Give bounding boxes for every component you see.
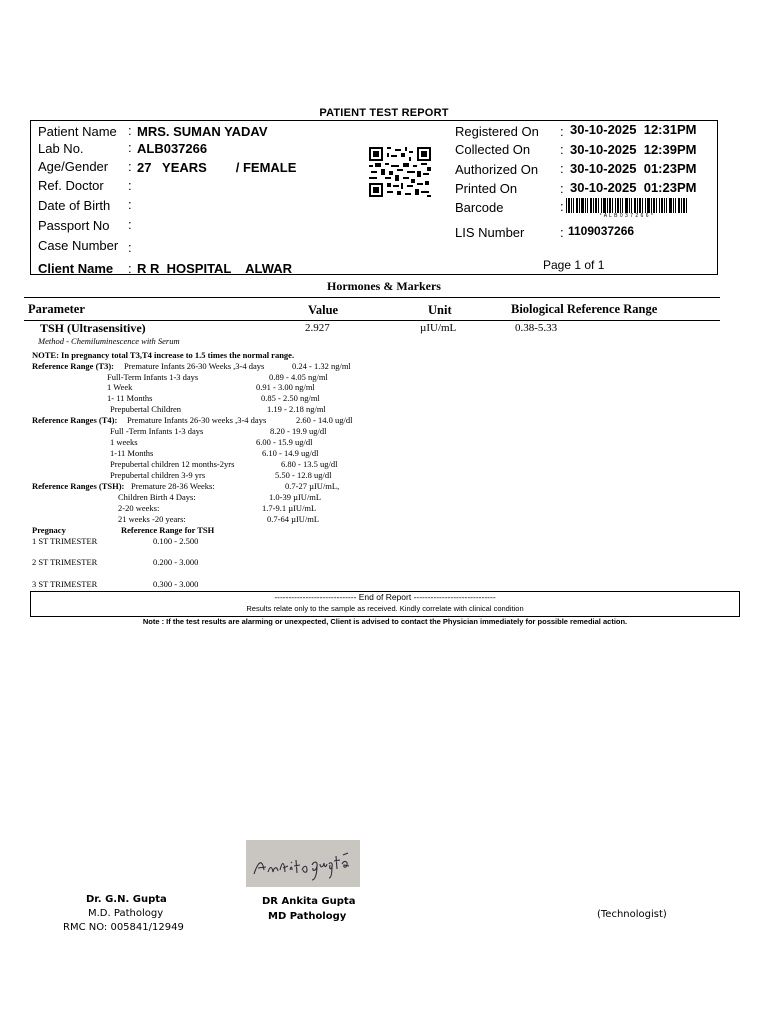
printed-on-value: 30-10-2025 01:23PM: [570, 180, 697, 195]
colon: :: [128, 261, 132, 276]
t4-line-range: 6.00 - 15.9 ug/dl: [256, 437, 313, 447]
t4-line-text: Premature Infants 26-30 weeks ,3-4 days: [127, 415, 267, 425]
t3-line-range: 0.24 - 1.32 ng/ml: [292, 361, 351, 371]
t3-line-text: Premature Infants 26-30 Weeks ,3-4 days: [124, 361, 265, 371]
collected-on-label: Collected On: [455, 142, 531, 157]
column-header-parameter: Parameter: [28, 302, 85, 316]
pregnancy-head-right: Reference Range for TSH: [121, 525, 215, 535]
collected-on-value: 30-10-2025 12:39PM: [570, 142, 697, 157]
tsh-line-range: 0.7-64 µIU/mL: [267, 514, 320, 524]
tsh-line-text: Children Birth 4 Days:: [118, 492, 196, 502]
middle-signatory-degree: MD Pathology: [268, 911, 347, 922]
qr-code-icon: [369, 147, 431, 197]
tsh-range-label: Reference Ranges (TSH):: [32, 481, 125, 491]
barcode-label: Barcode: [455, 200, 504, 215]
age-gender-value: 27 YEARS / FEMALE: [137, 160, 297, 175]
pregnancy-note: NOTE: In pregnancy total T3,T4 increase to 1.5 times the normal range.: [32, 350, 295, 360]
trimester-label: 3 ST TRIMESTER: [32, 579, 98, 589]
technologist-label: (Technologist): [597, 909, 667, 920]
passport-label: Passport No: [38, 218, 110, 233]
signature-image: [246, 840, 360, 887]
registered-on-value: 30-10-2025 12:31PM: [570, 122, 697, 137]
dob-label: Date of Birth: [38, 198, 111, 213]
age-gender-label: Age/Gender: [38, 159, 109, 174]
pregnancy-head-left: Pregnacy: [32, 525, 66, 535]
t4-line-range: 8.20 - 19.9 ug/dl: [270, 426, 327, 436]
lab-no-value: ALB037266: [137, 141, 208, 156]
tsh-line-text: 21 weeks -20 years:: [118, 514, 186, 524]
test-name: TSH (Ultrasensitive): [40, 321, 146, 335]
colon: :: [128, 159, 132, 174]
colon: :: [128, 140, 132, 155]
t4-line-text: Prepubertal children 12 months-2yrs: [110, 459, 235, 469]
column-header-unit: Unit: [428, 303, 452, 317]
tsh-line-range: 1.0-39 µIU/mL: [269, 492, 322, 502]
ref-doctor-label: Ref. Doctor: [38, 178, 104, 193]
authorized-on-value: 30-10-2025 01:23PM: [570, 161, 697, 176]
t3-range-label: Reference Range (T3):: [32, 361, 114, 371]
trimester-label: 2 ST TRIMESTER: [32, 557, 98, 567]
t4-line-text: Prepubertal children 3-9 yrs: [110, 470, 206, 480]
test-method: Method - Chemiluminescence with Serum: [38, 336, 180, 346]
colon: :: [560, 199, 564, 214]
t4-line-range: 2.60 - 14.0 ug/dl: [296, 415, 353, 425]
table-top-rule: [24, 297, 720, 298]
t3-line-range: 1.19 - 2.18 ng/ml: [267, 404, 326, 414]
t4-line-range: 6.10 - 14.9 ug/dl: [262, 448, 319, 458]
case-number-label: Case Number: [38, 238, 119, 253]
barcode-text: * A L B 0 3 7 2 6 6 *: [599, 213, 654, 219]
report-title: PATIENT TEST REPORT: [319, 107, 449, 119]
colon: :: [560, 181, 564, 196]
test-unit: µIU/mL: [420, 322, 457, 334]
section-title: Hormones & Markers: [327, 279, 441, 293]
t4-line-range: 6.80 - 13.5 ug/dl: [281, 459, 338, 469]
handwritten-signature: [246, 840, 360, 887]
left-signatory-name: Dr. G.N. Gupta: [86, 894, 167, 905]
tsh-line-text: Premature 28-36 Weeks:: [131, 481, 215, 491]
colon: :: [560, 142, 564, 157]
middle-signatory-name: DR Ankita Gupta: [262, 896, 356, 907]
alarm-note: Note : If the test results are alarming or unexpected, Client is advised to contact the Physician immediately for possible remedial action.: [142, 617, 628, 626]
trimester-range: 0.300 - 3.000: [153, 579, 199, 589]
trimester-range: 0.100 - 2.500: [153, 536, 199, 546]
t3-line-text: 1 Week: [107, 382, 133, 392]
left-signatory-degree: M.D. Pathology: [88, 908, 164, 919]
page-number: Page 1 of 1: [543, 258, 605, 272]
t3-line-text: 1- 11 Months: [107, 393, 153, 403]
patient-name-label: Patient Name: [38, 124, 117, 139]
authorized-on-label: Authorized On: [455, 162, 539, 177]
trimester-label: 1 ST TRIMESTER: [32, 536, 98, 546]
t4-line-text: 1 weeks: [110, 437, 138, 447]
patient-name-value: MRS. SUMAN YADAV: [137, 124, 268, 139]
colon: :: [128, 197, 132, 212]
end-of-report-text: ----------------------------- End of Report -----------------------------: [274, 592, 496, 602]
client-name-label: Client Name: [38, 261, 114, 276]
lis-number-value: 1109037266: [568, 224, 635, 238]
colon: :: [128, 240, 132, 255]
trimester-range: 0.200 - 3.000: [153, 557, 199, 567]
tsh-line-text: 2-20 weeks:: [118, 503, 160, 513]
tsh-line-range: 1.7-9.1 µIU/mL: [262, 503, 317, 513]
colon: :: [128, 178, 132, 193]
colon: :: [128, 217, 132, 232]
test-reference-range: 0.38-5.33: [515, 322, 558, 334]
column-header-reference-range: Biological Reference Range: [511, 302, 658, 316]
t4-line-text: Full -Term Infants 1-3 days: [110, 426, 204, 436]
printed-on-label: Printed On: [455, 181, 518, 196]
t3-line-range: 0.91 - 3.00 ng/ml: [256, 382, 315, 392]
t4-line-range: 5.50 - 12.8 ug/dl: [275, 470, 332, 480]
client-name-value: R R HOSPITAL ALWAR: [137, 261, 293, 276]
column-header-value: Value: [308, 303, 339, 317]
t3-line-range: 0.89 - 4.05 ng/ml: [269, 372, 328, 382]
lis-number-label: LIS Number: [455, 225, 525, 240]
lab-no-label: Lab No.: [38, 141, 84, 156]
t3-line-text: Prepubertal Children: [110, 404, 182, 414]
colon: :: [128, 123, 132, 138]
t4-line-text: 1-11 Months: [110, 448, 154, 458]
test-value: 2.927: [305, 322, 330, 334]
t3-line-range: 0.85 - 2.50 ng/ml: [261, 393, 320, 403]
results-note: Results relate only to the sample as received. Kindly correlate with clinical condition: [246, 604, 524, 613]
colon: :: [560, 225, 564, 240]
t3-line-text: Full-Term Infants 1-3 days: [107, 372, 199, 382]
colon: :: [560, 161, 564, 176]
left-signatory-reg: RMC NO: 005841/12949: [63, 922, 184, 933]
tsh-line-range: 0.7-27 µIU/mL,: [285, 481, 340, 491]
t4-range-label: Reference Ranges (T4):: [32, 415, 118, 425]
colon: :: [560, 124, 564, 139]
registered-on-label: Registered On: [455, 124, 539, 139]
